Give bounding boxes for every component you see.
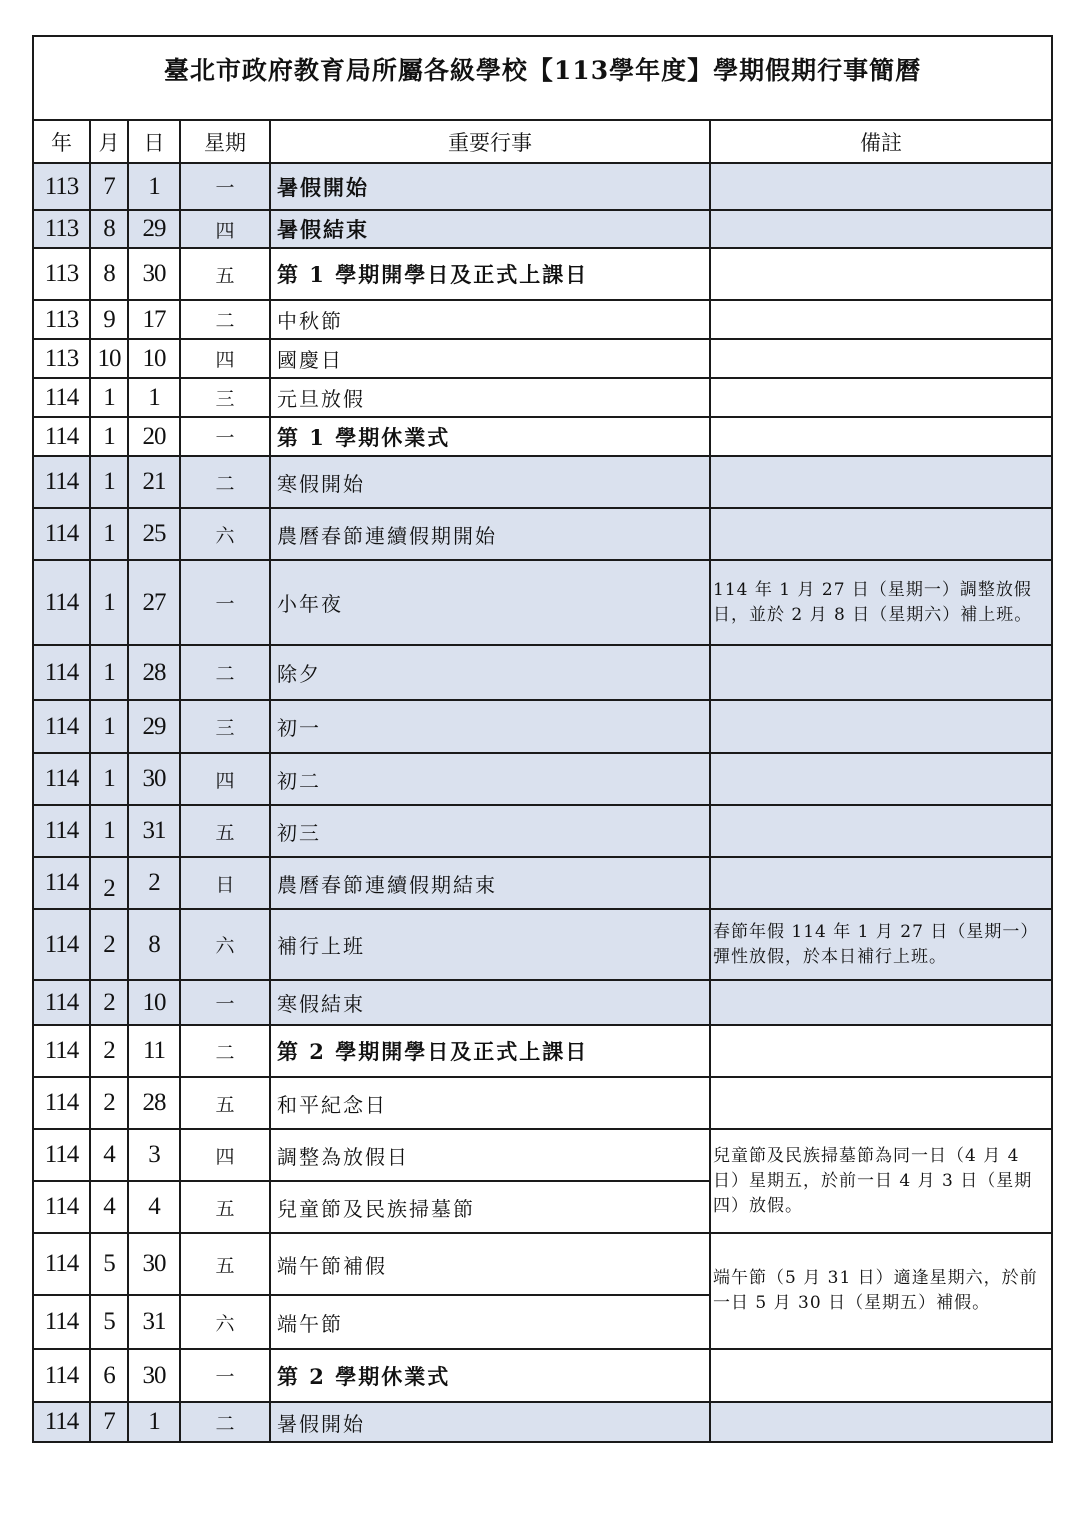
- cell-month: 7: [90, 163, 128, 210]
- cell-note-merged: 端午節（5 月 31 日）適逢星期六，於前一日 5 月 30 日（星期五）補假。: [710, 1233, 1052, 1349]
- table-row: [33, 1233, 1052, 1295]
- cell-note: [710, 210, 1052, 248]
- cell-weekday: 三: [180, 700, 270, 753]
- cell-weekday: 一: [180, 980, 270, 1025]
- cell-event: 暑假結束: [270, 210, 710, 248]
- cell-weekday: 五: [180, 1181, 270, 1233]
- cell-year: 114: [33, 1349, 90, 1402]
- cell-day: 28: [128, 645, 180, 700]
- cell-note: [710, 163, 1052, 210]
- cell-day: 1: [128, 163, 180, 210]
- cell-year: 114: [33, 1077, 90, 1129]
- cell-year: 114: [33, 753, 90, 805]
- cell-weekday: 一: [180, 417, 270, 456]
- cell-year: 114: [33, 909, 90, 980]
- cell-weekday: 四: [180, 1129, 270, 1181]
- cell-event: 端午節: [270, 1295, 710, 1349]
- cell-event: 第 1 學期休業式: [270, 417, 710, 456]
- cell-day: 30: [128, 1349, 180, 1402]
- cell-event: 小年夜: [270, 560, 710, 645]
- cell-year: 114: [33, 980, 90, 1025]
- cell-weekday: 日: [180, 857, 270, 909]
- header-event: 重要行事: [270, 120, 710, 163]
- school-calendar-table: [32, 35, 1053, 1443]
- cell-event: 端午節補假: [270, 1233, 710, 1295]
- cell-year: 114: [33, 1181, 90, 1233]
- cell-year: 114: [33, 560, 90, 645]
- cell-event: 寒假結束: [270, 980, 710, 1025]
- cell-year: 114: [33, 1025, 90, 1077]
- cell-month: 6: [90, 1349, 128, 1402]
- cell-month: 9: [90, 300, 128, 339]
- cell-event: 調整為放假日: [270, 1129, 710, 1181]
- cell-note: [710, 1025, 1052, 1077]
- header-note: 備註: [710, 120, 1052, 163]
- cell-month: 1: [90, 456, 128, 508]
- cell-weekday: 一: [180, 560, 270, 645]
- table-row: [33, 753, 1052, 805]
- table-row: [33, 1077, 1052, 1129]
- cell-weekday: 二: [180, 1025, 270, 1077]
- header-year: 年: [33, 120, 90, 163]
- cell-year: 113: [33, 210, 90, 248]
- cell-event: 除夕: [270, 645, 710, 700]
- cell-event: 農曆春節連續假期開始: [270, 508, 710, 560]
- cell-event: 兒童節及民族掃墓節: [270, 1181, 710, 1233]
- table-row: [33, 339, 1052, 378]
- cell-year: 114: [33, 378, 90, 417]
- table-row: [33, 857, 1052, 909]
- cell-weekday: 四: [180, 339, 270, 378]
- cell-year: 114: [33, 1129, 90, 1181]
- cell-day: 20: [128, 417, 180, 456]
- cell-note: 114 年 1 月 27 日（星期一）調整放假日，並於 2 月 8 日（星期六）補上班。: [710, 560, 1052, 645]
- table-row: [33, 980, 1052, 1025]
- cell-month: 8: [90, 210, 128, 248]
- cell-year: 114: [33, 1402, 90, 1442]
- table-row: [33, 210, 1052, 248]
- cell-month: 1: [90, 645, 128, 700]
- cell-day: 2: [128, 857, 180, 909]
- cell-year: 114: [33, 1233, 90, 1295]
- cell-year: 114: [33, 456, 90, 508]
- cell-note: [710, 645, 1052, 700]
- cell-day: 1: [128, 1402, 180, 1442]
- cell-year: 114: [33, 508, 90, 560]
- cell-event: 初一: [270, 700, 710, 753]
- cell-day: 1: [128, 378, 180, 417]
- cell-weekday: 六: [180, 1295, 270, 1349]
- cell-day: 28: [128, 1077, 180, 1129]
- cell-day: 3: [128, 1129, 180, 1181]
- cell-weekday: 五: [180, 248, 270, 300]
- cell-note: 春節年假 114 年 1 月 27 日（星期一）彈性放假，於本日補行上班。: [710, 909, 1052, 980]
- document-title: 臺北市政府教育局所屬各級學校【113學年度】學期假期行事簡曆: [163, 56, 922, 85]
- cell-weekday: 二: [180, 456, 270, 508]
- cell-note: [710, 1402, 1052, 1442]
- cell-weekday: 六: [180, 909, 270, 980]
- cell-month: 1: [90, 417, 128, 456]
- cell-weekday: 五: [180, 805, 270, 857]
- cell-month: 4: [90, 1129, 128, 1181]
- cell-year: 114: [33, 417, 90, 456]
- cell-event: 第 1 學期開學日及正式上課日: [270, 248, 710, 300]
- cell-weekday: 一: [180, 163, 270, 210]
- cell-event: 第 2 學期開學日及正式上課日: [270, 1025, 710, 1077]
- table-row: [33, 417, 1052, 456]
- cell-day: 25: [128, 508, 180, 560]
- table-row: [33, 1402, 1052, 1442]
- cell-weekday: 二: [180, 645, 270, 700]
- cell-day: 30: [128, 248, 180, 300]
- header-row: [33, 120, 1052, 163]
- cell-month: 2: [90, 980, 128, 1025]
- cell-month: 1: [90, 805, 128, 857]
- cell-month: [90, 857, 128, 909]
- cell-month: 2: [90, 1077, 128, 1129]
- cell-year: 114: [33, 1295, 90, 1349]
- cell-month: 2: [90, 1025, 128, 1077]
- cell-month: 1: [90, 700, 128, 753]
- cell-note: [710, 248, 1052, 300]
- cell-month-value: 2: [103, 875, 115, 902]
- cell-day: 17: [128, 300, 180, 339]
- table-row: [33, 560, 1052, 645]
- cell-weekday: 六: [180, 508, 270, 560]
- cell-note: [710, 378, 1052, 417]
- table-row: [33, 1025, 1052, 1077]
- cell-event: 寒假開始: [270, 456, 710, 508]
- cell-year: 114: [33, 645, 90, 700]
- cell-month: 8: [90, 248, 128, 300]
- cell-day: 21: [128, 456, 180, 508]
- cell-year: 113: [33, 300, 90, 339]
- cell-weekday: 五: [180, 1233, 270, 1295]
- cell-event: 中秋節: [270, 300, 710, 339]
- cell-day: 30: [128, 1233, 180, 1295]
- cell-event: 元旦放假: [270, 378, 710, 417]
- table-row: [33, 1349, 1052, 1402]
- cell-month: 10: [90, 339, 128, 378]
- cell-event: 第 2 學期休業式: [270, 1349, 710, 1402]
- cell-year: 113: [33, 163, 90, 210]
- header-weekday: 星期: [180, 120, 270, 163]
- cell-note: [710, 339, 1052, 378]
- cell-note: [710, 753, 1052, 805]
- cell-month: 1: [90, 508, 128, 560]
- table-row: [33, 805, 1052, 857]
- header-month: 月: [90, 120, 128, 163]
- cell-note-merged: 兒童節及民族掃墓節為同一日（4 月 4 日）星期五，於前一日 4 月 3 日（星期四）放假。: [710, 1129, 1052, 1233]
- cell-day: 31: [128, 805, 180, 857]
- table-row: [33, 300, 1052, 339]
- table-row: [33, 508, 1052, 560]
- cell-day: 11: [128, 1025, 180, 1077]
- cell-month: 2: [90, 909, 128, 980]
- cell-weekday: 四: [180, 753, 270, 805]
- cell-year: 114: [33, 700, 90, 753]
- table-row: [33, 909, 1052, 980]
- cell-day: 31: [128, 1295, 180, 1349]
- cell-day: 30: [128, 753, 180, 805]
- calendar-sheet: [32, 35, 1051, 1443]
- cell-note: [710, 417, 1052, 456]
- cell-year: 113: [33, 248, 90, 300]
- table-row: [33, 1129, 1052, 1181]
- cell-year: 114: [33, 805, 90, 857]
- cell-event: 暑假開始: [270, 1402, 710, 1442]
- cell-note: [710, 805, 1052, 857]
- cell-day: 10: [128, 339, 180, 378]
- cell-day: 29: [128, 210, 180, 248]
- cell-weekday: 三: [180, 378, 270, 417]
- table-row: [33, 248, 1052, 300]
- cell-month: 7: [90, 1402, 128, 1442]
- cell-event: 暑假開始: [270, 163, 710, 210]
- cell-year: 113: [33, 339, 90, 378]
- cell-note: [710, 456, 1052, 508]
- cell-month: 5: [90, 1233, 128, 1295]
- cell-weekday: 四: [180, 210, 270, 248]
- cell-note: [710, 700, 1052, 753]
- cell-month: 1: [90, 560, 128, 645]
- table-row: [33, 163, 1052, 210]
- cell-note: [710, 1077, 1052, 1129]
- cell-event: 補行上班: [270, 909, 710, 980]
- cell-month: 1: [90, 378, 128, 417]
- cell-note: [710, 508, 1052, 560]
- cell-month: 1: [90, 753, 128, 805]
- cell-event: 初三: [270, 805, 710, 857]
- cell-day: 27: [128, 560, 180, 645]
- cell-note: [710, 1349, 1052, 1402]
- cell-day: 10: [128, 980, 180, 1025]
- cell-month: 4: [90, 1181, 128, 1233]
- header-day: 日: [128, 120, 180, 163]
- table-row: [33, 378, 1052, 417]
- cell-event: 初二: [270, 753, 710, 805]
- cell-weekday: 一: [180, 1349, 270, 1402]
- table-row: [33, 456, 1052, 508]
- cell-day: 8: [128, 909, 180, 980]
- title-cell: [33, 36, 1052, 120]
- cell-note: [710, 857, 1052, 909]
- cell-event: 農曆春節連續假期結束: [270, 857, 710, 909]
- table-row: [33, 700, 1052, 753]
- cell-day: 4: [128, 1181, 180, 1233]
- cell-weekday: 五: [180, 1077, 270, 1129]
- cell-event: 國慶日: [270, 339, 710, 378]
- cell-year: 114: [33, 857, 90, 909]
- cell-weekday: 二: [180, 1402, 270, 1442]
- cell-event: 和平紀念日: [270, 1077, 710, 1129]
- cell-note: [710, 980, 1052, 1025]
- cell-note: [710, 300, 1052, 339]
- cell-weekday: 二: [180, 300, 270, 339]
- table-row: [33, 645, 1052, 700]
- cell-day: 29: [128, 700, 180, 753]
- cell-month: 5: [90, 1295, 128, 1349]
